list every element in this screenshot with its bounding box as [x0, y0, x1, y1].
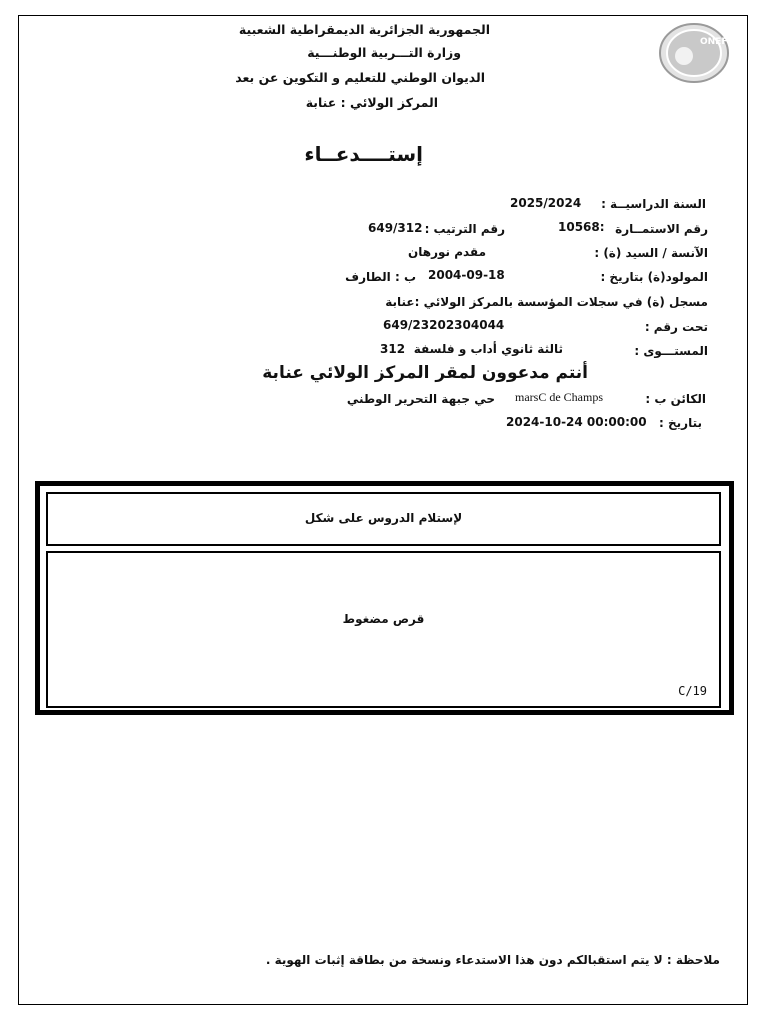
location-value-fr: marsC de Champs [515, 390, 603, 404]
rank-value: 649/312 [368, 221, 423, 235]
box-code: C/19 [678, 684, 707, 698]
form-number-label: رقم الاستمــارة [615, 222, 708, 236]
level-code: 312 [380, 342, 406, 356]
school-year-value: 2025/2024 [510, 196, 582, 210]
school-year-label: السنة الدراسيــة : [601, 197, 706, 211]
form-number-value: 10568: [558, 220, 605, 234]
rank-label: رقم الترتيب : [424, 222, 505, 236]
under-number-label: تحت رقم : [644, 320, 708, 334]
onefd-logo-icon [658, 22, 735, 84]
note-text: ملاحظة : لا يتم استقبالكم دون هذا الاستدعاء ونسخة من بطاقة إثبات الهوية . [265, 953, 720, 967]
document-title: إستــــدعــاء [304, 142, 423, 166]
header-line-center: المركز الولائي : عنابة [305, 95, 438, 110]
registered-statement: مسجل (ة) في سجلات المؤسسة بالمركز الولائي :عنابة [385, 295, 708, 309]
date-value: 2024-10-24 00:00:00 [506, 415, 647, 429]
invitation-text: أنتم مدعوون لمقر المركز الولائي عنابة [262, 363, 588, 383]
location-value-ar: حي جبهة التحرير الوطني [346, 392, 495, 406]
date-label: بتاريخ : [659, 416, 702, 430]
name-value: مقدم نورهان [408, 245, 486, 259]
name-label: الآنسة / السيد (ة) : [594, 246, 708, 260]
header-line-ministry: وزارة التـــربية الوطنـــية [307, 45, 461, 60]
delivery-method-content [46, 551, 721, 708]
delivery-method-header [46, 492, 721, 546]
under-number-value: 649/23202304044 [383, 318, 505, 332]
location-label: الكائن ب : [645, 392, 706, 406]
level-value: ثالثة ثانوي أداب و فلسفة [413, 342, 563, 356]
delivery-method-value: قرص مضغوط [342, 612, 425, 626]
born-date: 2004-09-18 [428, 268, 505, 282]
logo-text: ONEFD [700, 37, 735, 47]
born-place: ب : الطارف [345, 270, 416, 284]
born-label: المولود(ة) بتاريخ : [600, 270, 708, 284]
header-line-republic: الجمهورية الجزائرية الديمقراطية الشعبية [238, 22, 490, 37]
level-label: المستـــوى : [634, 344, 708, 358]
header-line-office: الديوان الوطني للتعليم و التكوين عن بعد [235, 70, 485, 85]
delivery-method-text: لإستلام الدروس على شكل [304, 511, 463, 525]
